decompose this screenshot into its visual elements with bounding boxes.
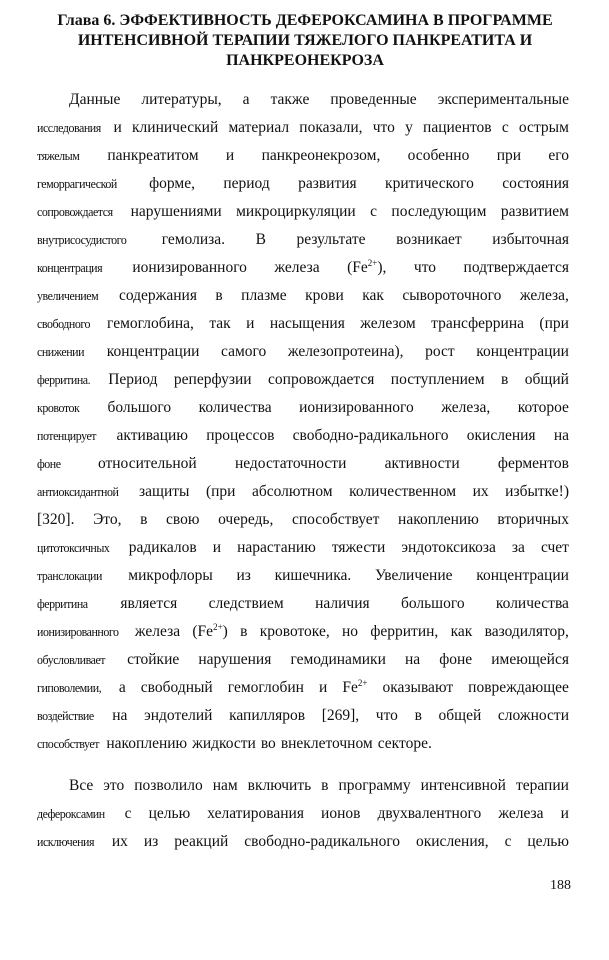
word: (при [539, 315, 569, 332]
word: и [318, 679, 328, 696]
word: как [362, 287, 384, 304]
word: последующим [391, 203, 487, 220]
word: (при [205, 483, 236, 500]
chapter-title-line-1: Глава 6. ЭФФЕКТИВНОСТЬ ДЕФЕРОКСАМИНА В ПРОГРАММЕ [57, 12, 553, 29]
word: внеклеточном [280, 735, 373, 752]
word: и [560, 805, 569, 822]
word: антиоксидантной [37, 484, 119, 499]
word: увеличением [37, 288, 99, 303]
word: ионизированного [37, 624, 119, 639]
word: целью [148, 805, 191, 822]
word: Данные [69, 91, 121, 108]
word: реперфузии [173, 371, 252, 388]
word: транслокации [37, 568, 102, 583]
word: сопровождается [37, 204, 113, 219]
word: исследования [37, 120, 101, 135]
formula-fe2: $Fe^{2+}$ [342, 678, 368, 696]
word: их [111, 833, 128, 850]
word: при [496, 147, 522, 164]
word: так [209, 315, 231, 332]
word: у [405, 119, 413, 136]
word: состояния [502, 175, 569, 192]
word: концентрация [37, 260, 103, 275]
text-line [37, 90, 569, 118]
word: железопротеина), [287, 343, 404, 360]
word: литературы, [141, 91, 222, 108]
word: нам [212, 777, 238, 794]
word: нарушениями [130, 203, 222, 220]
chapter-title [20, 11, 590, 71]
word: ферритина [37, 596, 88, 611]
word: кровоток [37, 400, 80, 415]
word: самого [221, 343, 267, 360]
word: также [270, 91, 310, 108]
text-line [37, 594, 569, 622]
word: воздействие [37, 708, 94, 723]
text-line [37, 286, 569, 314]
word: трансферрина [431, 315, 524, 332]
word: ферритин, [370, 623, 439, 640]
word: активацию [116, 427, 188, 444]
word: Увеличение [374, 567, 453, 584]
word: двухвалентного [377, 805, 482, 822]
word: что [375, 707, 398, 724]
word: общей [438, 707, 482, 724]
word: развитием [500, 203, 569, 220]
word: на [112, 707, 128, 724]
text-line [37, 706, 569, 734]
word: и [212, 539, 222, 556]
word: фоне [439, 651, 473, 668]
text-line [37, 678, 569, 706]
word: стойкие [127, 651, 180, 668]
word: крови [305, 287, 344, 304]
word: гемодинамики [290, 651, 386, 668]
word: железа [134, 623, 181, 640]
text-line [37, 538, 569, 566]
word: железа, [519, 287, 569, 304]
word: целью [527, 833, 569, 850]
word: и [225, 147, 235, 164]
word: геморрагической [37, 176, 117, 191]
word: следствием [208, 595, 284, 612]
word: тяжелым [37, 148, 80, 163]
word: концентрации [476, 567, 569, 584]
word: железа [498, 805, 544, 822]
word: ионов [321, 805, 361, 822]
word: свободно-радикального [292, 427, 449, 444]
word: Все [69, 777, 94, 794]
chapter-title-line-2: ИНТЕНСИВНОЙ ТЕРАПИИ ТЯЖЕЛОГО ПАНКРЕАТИТА И [77, 32, 533, 49]
word: что [372, 119, 395, 136]
word: В [255, 231, 266, 248]
word: гемоглобин [227, 679, 304, 696]
word: Это, [93, 511, 122, 528]
word: эндотелий [144, 707, 213, 724]
word: ионизированного [299, 399, 414, 416]
text-line [37, 454, 569, 482]
text-line [37, 832, 569, 860]
word: подтверждается [463, 259, 569, 276]
word: общий [524, 371, 569, 388]
word: избытке!) [505, 483, 569, 500]
word: микрофлоры [128, 567, 213, 584]
word: имеющейся [491, 651, 569, 668]
word: и [113, 119, 122, 136]
word: плазме [241, 287, 287, 304]
word: в [240, 623, 248, 640]
word: исключения [37, 834, 94, 849]
word: с [124, 805, 132, 822]
word: избыточная [492, 231, 569, 248]
word: сывороточного [402, 287, 502, 304]
word: секторе. [377, 735, 432, 752]
word: пациентов [423, 119, 492, 136]
word: снижении [37, 344, 85, 359]
word: способствует [291, 511, 380, 528]
word: большого [107, 399, 172, 416]
word: Период [108, 371, 158, 388]
text-line [37, 202, 569, 230]
text-line [37, 622, 569, 650]
word: панкреонекрозом, [261, 147, 381, 164]
text-line [37, 314, 569, 342]
word: количества [198, 399, 272, 416]
word: железа, [441, 399, 491, 416]
word: а [242, 91, 250, 108]
word: защиты [139, 483, 190, 500]
body-text [37, 90, 569, 860]
word: панкреатитом [107, 147, 199, 164]
word: что [413, 259, 437, 276]
text-line [37, 804, 569, 832]
word: свою [166, 511, 200, 528]
word: за [511, 539, 525, 556]
word: тяжести [331, 539, 386, 556]
word: в [215, 287, 223, 304]
word: свободно-радикального [244, 833, 401, 850]
text-line [37, 734, 569, 762]
word: в [414, 707, 422, 724]
word: ионизированного [132, 259, 247, 276]
word: концентрации [106, 343, 200, 360]
formula-fe2: $(Fe^{2+})$, [347, 258, 387, 276]
word: [320]. [37, 511, 75, 528]
word: клинический [132, 119, 219, 136]
word: на [553, 427, 569, 444]
word: и [246, 315, 255, 332]
word: микроциркуляции [236, 203, 356, 220]
text-line [37, 230, 569, 258]
word: их [472, 483, 489, 500]
word: во [260, 735, 276, 752]
word: кишечника. [274, 567, 352, 584]
word: накоплению [398, 511, 479, 528]
chapter-title-line-3: ПАНКРЕОНЕКРОЗА [226, 52, 384, 69]
word: с [370, 203, 378, 220]
word: повреждающее [468, 679, 569, 696]
word: железом [360, 315, 416, 332]
word: в [140, 511, 148, 528]
word: радикалов [128, 539, 197, 556]
word: в [321, 777, 329, 794]
word: период [223, 175, 270, 192]
word: внутрисосудистого [37, 232, 127, 247]
word: относительной [97, 455, 197, 472]
word: содержания [118, 287, 197, 304]
word: абсолютном [251, 483, 333, 500]
word: цитотоксичных [37, 540, 110, 555]
word: возникает [396, 231, 462, 248]
word: экспериментальные [437, 91, 569, 108]
word: обусловливает [37, 652, 106, 667]
word: которое [517, 399, 569, 416]
word: терапии [515, 777, 569, 794]
word: из [143, 833, 159, 850]
text-line [37, 426, 569, 454]
text-line [37, 258, 569, 286]
text-line [37, 566, 569, 594]
text-line [37, 776, 569, 804]
word: накоплению [106, 735, 188, 752]
word: гемолиза. [161, 231, 226, 248]
word: кровотоке, [259, 623, 330, 640]
word: материал [228, 119, 290, 136]
word: количества [495, 595, 569, 612]
word: свободный [140, 679, 213, 696]
word: в [501, 371, 509, 388]
word: большого [400, 595, 465, 612]
word: очередь, [218, 511, 274, 528]
word: особенно [407, 147, 470, 164]
word: железа [274, 259, 320, 276]
word: развития [298, 175, 357, 192]
text-line [37, 146, 569, 174]
word: как [450, 623, 473, 640]
word: насыщения [269, 315, 345, 332]
word: реакций [174, 833, 229, 850]
word: программу [338, 777, 411, 794]
text-line [37, 370, 569, 398]
word: включить [247, 777, 312, 794]
word: ферментов [497, 455, 569, 472]
word: его [548, 147, 569, 164]
word: результате [296, 231, 366, 248]
word: активности [384, 455, 460, 472]
word: способствует [37, 736, 99, 751]
text-line [37, 342, 569, 370]
text-line [37, 482, 569, 510]
word: но [342, 623, 359, 640]
word: является [120, 595, 178, 612]
word: вазодилятор, [484, 623, 569, 640]
word: показали, [299, 119, 363, 136]
word: количественном [349, 483, 457, 500]
word: ферритина. [37, 372, 91, 387]
word: острым [518, 119, 569, 136]
word: капилляров [229, 707, 306, 724]
word: сложности [497, 707, 569, 724]
word: нарастанию [237, 539, 316, 556]
word: потенцирует [37, 428, 97, 443]
word: это [103, 777, 125, 794]
word: процессов [206, 427, 275, 444]
text-line [37, 398, 569, 426]
word: с [504, 833, 512, 850]
word: вторичных [497, 511, 569, 528]
word: позволило [134, 777, 203, 794]
formula-fe2: $(Fe^{2+})$ [192, 622, 228, 640]
word: рост [425, 343, 455, 360]
word: наличия [315, 595, 370, 612]
word: фоне [37, 456, 61, 471]
word: на [404, 651, 421, 668]
word: дефероксамин [37, 806, 105, 821]
word: гиповолемии, [37, 680, 102, 695]
word: окисления, [415, 833, 489, 850]
text-line [37, 174, 569, 202]
word: из [236, 567, 251, 584]
word: интенсивной [420, 777, 506, 794]
word: поступлением [390, 371, 485, 388]
word: окисления [466, 427, 536, 444]
word: проведенные [330, 91, 417, 108]
word: гемоглобина, [107, 315, 194, 332]
page-number: 188 [550, 878, 571, 893]
word: нарушения [198, 651, 272, 668]
word: эндотоксикоза [401, 539, 496, 556]
word: счет [540, 539, 569, 556]
word: [269], [321, 707, 360, 724]
word: форме, [149, 175, 195, 192]
word: свободного [37, 316, 91, 331]
text-line [37, 510, 569, 538]
text-line [37, 650, 569, 678]
word: недостаточности [234, 455, 347, 472]
word: критического [385, 175, 474, 192]
word: а [118, 679, 126, 696]
word: оказывают [382, 679, 454, 696]
word: жидкости [192, 735, 256, 752]
text-line [37, 118, 569, 146]
word: концентрации [476, 343, 569, 360]
word: с [501, 119, 509, 136]
word: сопровождается [268, 371, 375, 388]
word: хелатирования [207, 805, 304, 822]
